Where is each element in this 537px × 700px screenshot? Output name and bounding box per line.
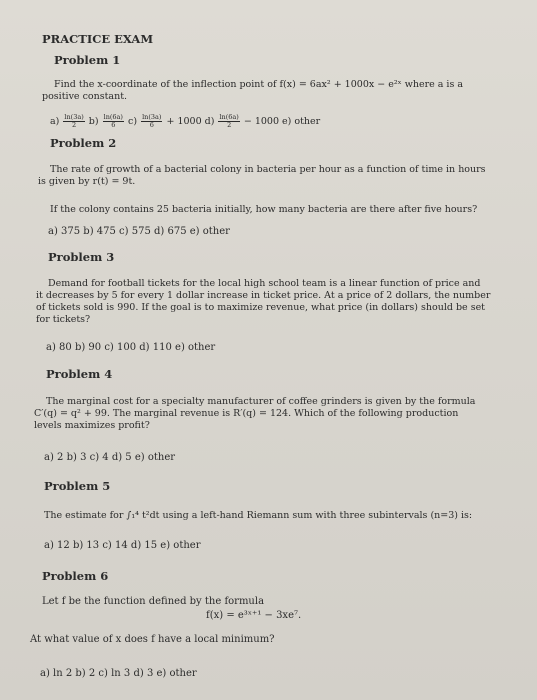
option-a-fraction: $\frac{\ln(3a)}{2}$ — [64, 113, 84, 129]
problem-3-line-4: for tickets? — [36, 314, 91, 325]
problem-4-line-2: C′(q) = q² + 99. The marginal revenue is R′(q) = 124. Which of the following production — [34, 408, 459, 419]
problem-5-heading: Problem 5 — [44, 479, 111, 493]
problem-1-question-line-2: positive constant. — [42, 91, 128, 102]
problem-3-line-2: it decreases by 5 for every 1 dollar increase in ticket price. At a price of 2 dollars, the number — [36, 290, 491, 301]
problem-1-options — [50, 114, 320, 129]
option-b-label: b) — [88, 116, 99, 127]
option-c-fraction: $\frac{\ln(3a)}{6}$ — [142, 113, 162, 129]
problem-5-options: a) 12 b) 13 c) 14 d) 15 e) other — [44, 540, 201, 551]
problem-6-options: a) ln 2 b) 2 c) ln 3 d) 3 e) other — [40, 668, 197, 679]
problem-3-line-1: Demand for football tickets for the local high school team is a linear function of price and — [48, 278, 481, 289]
problem-6-formula: f(x) = e³ˣ⁺¹ − 3xe⁷. — [206, 610, 302, 621]
problem-4-heading: Problem 4 — [46, 367, 113, 381]
option-c-label: c) — [128, 116, 138, 127]
option-d-tail: − 1000 e) other — [243, 116, 321, 127]
problem-2-line-3: If the colony contains 25 bacteria initially, how many bacteria are there after five hours? — [50, 204, 478, 215]
option-c-tail: + 1000 d) — [166, 116, 215, 127]
exam-title: PRACTICE EXAM — [42, 32, 154, 46]
problem-6-heading: Problem 6 — [42, 569, 109, 583]
problem-3-heading: Problem 3 — [48, 250, 115, 264]
option-d-fraction: $\frac{\ln(6a)}{2}$ — [219, 113, 239, 129]
problem-2-line-2: is given by r(t) = 9t. — [38, 176, 136, 187]
problem-1-heading: Problem 1 — [54, 53, 121, 67]
problem-4-options: a) 2 b) 3 c) 4 d) 5 e) other — [44, 452, 176, 463]
problem-6-line-1: Let f be the function defined by the formula — [42, 596, 265, 607]
problem-4-line-1: The marginal cost for a specialty manufacturer of coffee grinders is given by the formula — [46, 396, 476, 407]
option-a-label: a) — [50, 116, 60, 127]
problem-4-line-3: levels maximizes profit? — [34, 420, 150, 431]
problem-3-line-3: of tickets sold is 990. If the goal is to maximize revenue, what price (in dollars) should be set — [36, 302, 486, 313]
problem-3-options: a) 80 b) 90 c) 100 d) 110 e) other — [46, 342, 216, 353]
problem-2-heading: Problem 2 — [50, 136, 117, 150]
problem-6-line-2: At what value of x does f have a local minimum? — [30, 634, 275, 645]
problem-1-question-line-1: Find the x-coordinate of the inflection point of f(x) = 6ax² + 1000x − e²ˣ where a is a — [54, 79, 464, 90]
problem-2-options: a) 375 b) 475 c) 575 d) 675 e) other — [48, 226, 230, 237]
option-b-fraction: $\frac{\ln(6a)}{6}$ — [103, 113, 123, 129]
problem-5-line-1: The estimate for ∫₁⁴ t²dt using a left-hand Riemann sum with three subintervals (n=3) is: — [44, 510, 473, 521]
problem-2-line-1: The rate of growth of a bacterial colony in bacteria per hour as a function of time in hours — [50, 164, 486, 175]
